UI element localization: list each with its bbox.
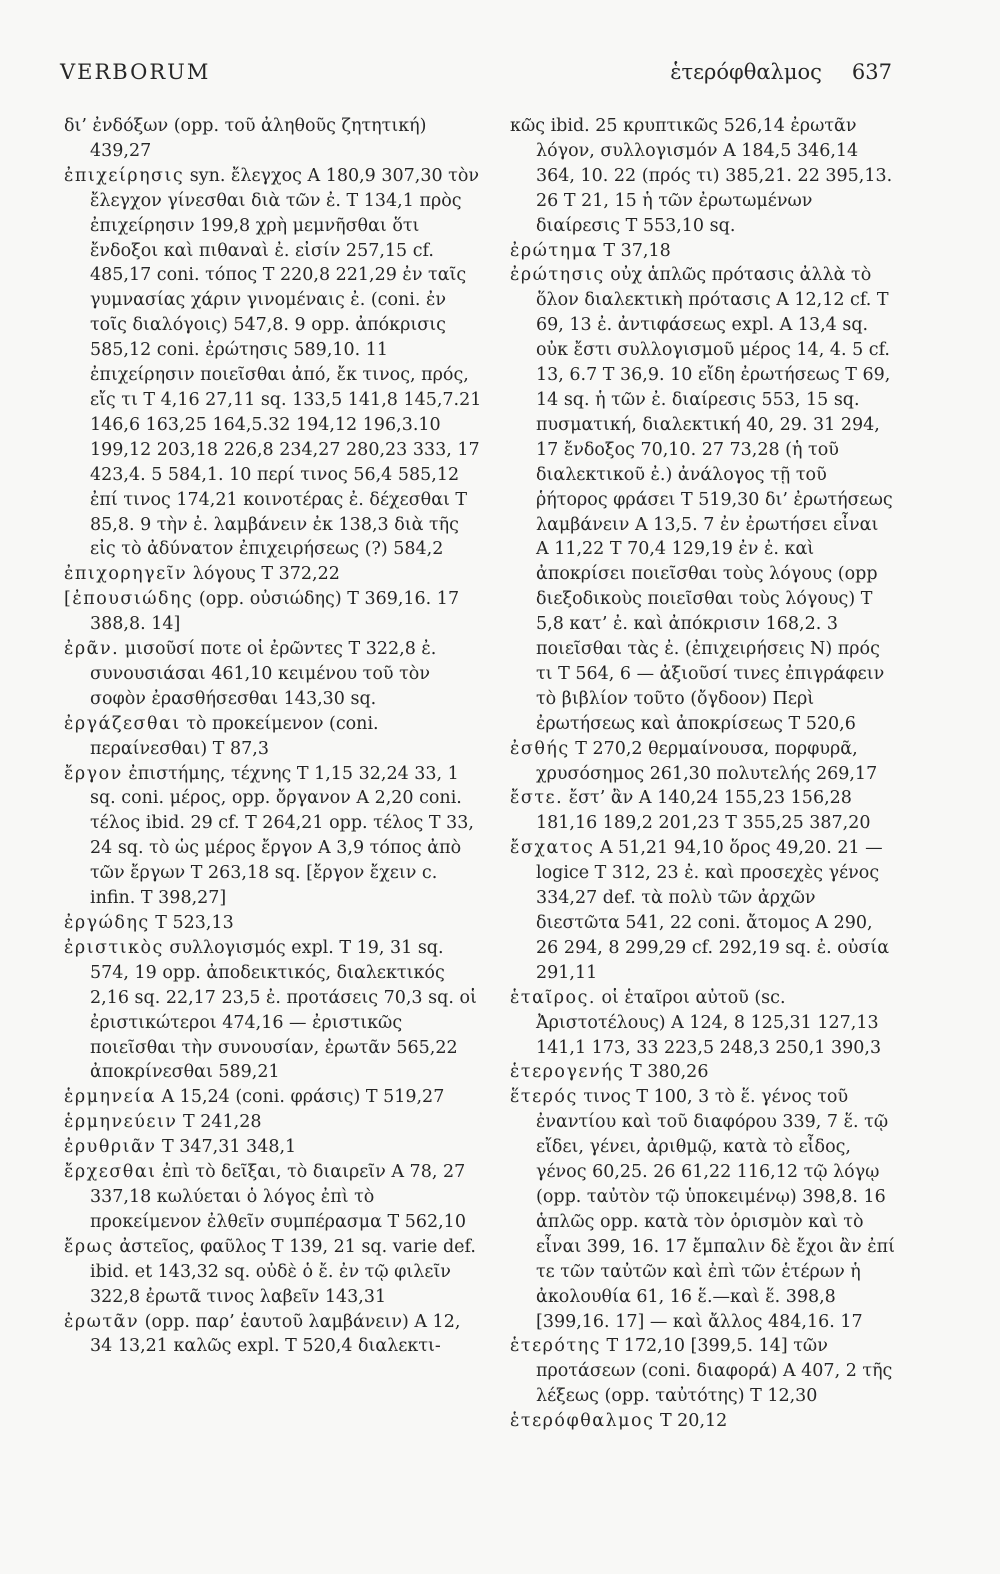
dictionary-entry [64, 1135, 484, 1160]
entry-lemma: [ἐπουσιώδης [64, 589, 194, 610]
entry-lemma: ἔρχεσθαι [64, 1162, 157, 1183]
dictionary-entry [510, 836, 896, 985]
entry-text: T 380,26 [624, 1062, 709, 1083]
entry-text: T 270,2 θερμαίνουσα, πορφυρᾶ, χρυσόσημος 261,30 πολυτελής 269,17 [536, 738, 878, 784]
entry-lemma: ἐρυθριᾶν [64, 1137, 157, 1158]
entry-text: T 37,18 [597, 240, 671, 261]
entry-text: μισοῦσί ποτε οἱ ἐρῶντες T 322,8 ἐ. συνουσιάσαι 461,10 κειμένου τοῦ τὸν σοφὸν ἐρασθήσεσθαι 143,30 sq. [90, 639, 437, 709]
entry-lemma: ἔστε. [510, 788, 564, 809]
dictionary-entry [64, 762, 484, 911]
entry-lemma: ἐριστικὸς [64, 937, 164, 958]
running-head [60, 56, 892, 96]
entry-lemma: ἔργον [64, 763, 123, 784]
right-column [510, 114, 896, 1434]
entry-text: T 241,28 [177, 1112, 262, 1133]
dictionary-entry [64, 1310, 484, 1360]
dictionary-entry [64, 562, 484, 587]
dictionary-entry [64, 712, 484, 762]
entry-text: συλλογισμός expl. T 19, 31 sq. 574, 19 opp. ἀποδεικτικός, διαλεκτικός 2,16 sq. 22,17 23,5 ἐ. προτάσεις 70,3 sq. οἱ ἐριστικώτεροι 474,16 — ἐριστικῶς ποιεῖσθαι τὴν συνουσίαν, ἐρωτᾶν 565,22 ἀποκρίνεσθαι 589,21 [90, 937, 477, 1083]
entry-text: ἐπὶ τὸ δεῖξαι, τὸ διαιρεῖν A 78, 27 337,18 κωλύεται ὁ λόγος ἐπὶ τὸ προκείμενον ἐλθεῖν συμπέρασμα T 562,10 [90, 1162, 466, 1232]
entry-lemma: ἐργάζεσθαι [64, 713, 181, 734]
entry-text: λόγους T 372,22 [187, 564, 340, 585]
entry-lemma: ἐπιχείρησις [64, 165, 185, 186]
dictionary-entry [64, 1110, 484, 1135]
left-column [64, 114, 484, 1359]
entry-lemma: ἑτερόφθαλμος [510, 1411, 655, 1432]
entry-lemma: ἐρώτημα [510, 240, 598, 261]
entry-lemma: ἐρώτησις [510, 265, 605, 286]
entry-lemma: ἔρως [64, 1236, 114, 1257]
entry-lemma: ἐρᾶν. [64, 639, 120, 660]
dictionary-entry [510, 1085, 896, 1334]
entry-lemma: ἑτερογενής [510, 1062, 625, 1083]
entry-text: (opp. παρ’ ἑαυτοῦ λαμβάνειν) A 12, 34 13,21 καλῶς expl. T 520,4 διαλεκτι- [90, 1311, 461, 1357]
dictionary-entry [64, 114, 484, 164]
entry-text: T 523,13 [149, 913, 234, 933]
entry-lemma: ἐσθής [510, 738, 570, 759]
entry-lemma: ἑρμηνεία [64, 1087, 156, 1108]
entry-text: κῶς ibid. 25 κρυπτικῶς 526,14 ἐρωτᾶν λόγον, συλλογισμόν A 184,5 346,14 364, 10. 22 (πρός τι) 385,21. 22 395,13. 26 T 21, 15 ἡ τῶν ἐρωτωμένων διαίρεσις T 553,10 sq. [510, 116, 893, 236]
entry-text: A 51,21 94,10 ὅρος 49,20. 21 — logice T 312, 23 ἐ. καὶ προσεχὲς γένος 334,27 def. τὰ πολὺ τῶν ἀρχῶν διεστῶτα 541, 22 coni. ἄτομος A 290, 26 294, 8 299,29 cf. 292,19 sq. ἐ. οὐσία 291,11 [536, 838, 890, 983]
dictionary-entry [510, 114, 896, 239]
entry-text: δι’ ἐνδόξων (opp. τοῦ ἀληθοῦς ζητητική) 439,27 [64, 116, 427, 161]
dictionary-entry [64, 164, 484, 563]
dictionary-entry [510, 1409, 896, 1434]
entry-text: A 15,24 (coni. φράσις) T 519,27 [155, 1087, 445, 1108]
dictionary-entry [64, 587, 484, 637]
entry-text: syn. ἔλεγχος A 180,9 307,30 τὸν ἔλεγχον γίνεσθαι διὰ τῶν ἐ. T 134,1 πρὸς ἐπιχείρησιν 199,8 χρὴ μεμνῆσθαι ὅτι ἔνδοξοι καὶ πιθαναὶ ἐ. εἰσίν 257,15 cf. 485,17 coni. τόπος T 220,8 221,29 ἐν ταῖς γυμνασίας χάριν γινομέναις ἐ. (coni. ἐν τοῖς διαλόγοις) 547,8. 9 opp. ἀπόκρισις 585,12 coni. ἐρώτησις 589,10. 11 ἐπιχείρησιν ποιεῖσθαι ἀπό, ἔκ τινος, πρός, εἴς τι T 4,16 27,11 sq. 133,5 141,8 145,7.21 146,6 163,25 164,5.32 194,12 196,3.10 199,12 203,18 226,8 234,27 280,23 333, 17 423,4. 5 584,1. 10 περί τινος 56,4 585,12 ἐπί τινος 174,21 κοινοτέρας ἐ. δέχεσθαι T 85,8. 9 τὴν ἐ. λαμβάνειν ἐκ 138,3 διὰ τῆς εἰς τὸ ἀδύνατον ἐπιχειρήσεως (?) 584,2 [90, 165, 482, 560]
dictionary-entry [64, 911, 484, 936]
dictionary-entry [510, 1060, 896, 1085]
dictionary-entry [510, 986, 896, 1061]
entry-text: τινος T 100, 3 τὸ ἕ. γένος τοῦ ἐναντίου καὶ τοῦ διαφόρου 339, 7 ἕ. τῷ εἴδει, γένει, ἀριθμῷ, κατὰ τὸ εἶδος, γένος 60,25. 26 61,22 116,12 τῷ λόγῳ (opp. ταὐτὸν τῷ ὑποκειμένῳ) 398,8. 16 ἁπλῶς opp. κατὰ τὸν ὁρισμὸν καὶ τὸ εἶναι 399, 16. 17 ἔμπαλιν δὲ ἔχοι ἂν ἐπί τε τῶν ταὐτῶν καὶ ἐπὶ τῶν ἑτέρων ἡ ἀκολουθία 61, 16 ἕ.—καὶ ἕ. 398,8 [399,16. 17] — καὶ ἄλλος 484,16. 17 [536, 1087, 896, 1332]
entry-text: T 20,12 [654, 1411, 728, 1432]
dictionary-entry [64, 1160, 484, 1235]
dictionary-entry [64, 936, 484, 1085]
running-head-right [670, 60, 892, 84]
entry-text: τὸ προκείμενον (coni. περαίνεσθαι) T 87,3 [90, 713, 379, 759]
running-head-word: ἑτερόφθαλμος [670, 60, 822, 84]
entry-text: οἱ ἑταῖροι αὐτοῦ (sc. Ἀριστοτέλους) A 124, 8 125,31 127,13 141,1 173, 33 223,5 248,3 250,1 390,3 [536, 987, 882, 1058]
entry-lemma: ἑρμηνεύειν [64, 1112, 178, 1133]
entry-lemma: ἕτερός [510, 1087, 578, 1108]
dictionary-entry [64, 1235, 484, 1310]
dictionary-entry [510, 263, 896, 736]
entry-text: (opp. οὐσιώδης) T 369,16. 17 388,8. 14] [90, 589, 460, 635]
entry-lemma: ἐργώδης [64, 913, 150, 933]
entry-lemma: ἑτερότης [510, 1336, 601, 1357]
dictionary-entry [510, 1334, 896, 1409]
entry-lemma: ἑταῖρος. [510, 987, 596, 1008]
entry-lemma: ἔσχατος [510, 838, 595, 859]
running-head-title: VERBORUM [60, 60, 211, 84]
entry-text: ἐπιστήμης, τέχνης T 1,15 32,24 33, 1 sq. coni. μέρος, opp. ὄργανον A 2,20 coni. τέλος ibid. 29 cf. T 264,21 opp. τέλος T 33, 24 sq. τὸ ὡς μέρος ἔργον A 3,9 τόπος ἀπὸ τῶν ἔργων T 263,18 sq. [ἔργον ἔχειν c. infin. T 398,27] [90, 763, 474, 909]
entry-lemma: ἐρωτᾶν [64, 1311, 140, 1332]
dictionary-entry [510, 737, 896, 787]
dictionary-entry [510, 786, 896, 836]
entry-text: T 347,31 348,1 [156, 1137, 297, 1158]
entry-text: T 172,10 [399,5. 14] τῶν προτάσεων (coni. διαφορά) A 407, 2 τῆς λέξεως (opp. ταὐτότης) T 12,30 [536, 1336, 893, 1407]
dictionary-entry [510, 239, 896, 264]
page-number: 637 [851, 60, 892, 84]
entry-text: οὐχ ἁπλῶς πρότασις ἀλλὰ τὸ ὅλον διαλεκτικὴ πρότασις A 12,12 cf. T 69, 13 ἐ. ἀντιφάσεως expl. A 13,4 sq. οὐκ ἔστι συλλογισμοῦ μέρος 14, 4. 5 cf. 13, 6.7 T 36,9. 10 εἴδη ἐρωτήσεως T 69, 14 sq. ἡ τῶν ἐ. διαίρεσις 553, 15 sq. πυσματική, διαλεκτική 40, 29. 31 294, 17 ἔνδοξος 70,10. 27 73,28 (ἡ τοῦ διαλεκτικοῦ ἐ.) ἀνάλογος τῇ τοῦ ῥήτορος φράσει T 519,30 δι’ ἐρωτήσεως λαμβάνειν A 13,5. 7 ἐν ἐρωτήσει εἶναι A 11,22 T 70,4 129,19 ἐν ἐ. καὶ ἀποκρίσει ποιεῖσθαι τοὺς λόγους (opp διεξοδικοὺς ποιεῖσθαι τοὺς λόγους) T 5,8 κατ’ ἐ. καὶ ἀπόκρισιν 168,2. 3 ποιεῖσθαι τὰς ἐ. (ἐπιχειρήσεις N) πρός τι T 564, 6 — ἀξιοῦσί τινες ἐπιγράφειν τὸ βιβλίον τοῦτο (ὄγδοον) Περὶ ἐρωτήσεως καὶ ἀποκρίσεως T 520,6 [536, 265, 893, 734]
dictionary-entry [64, 637, 484, 712]
entry-lemma: ἐπιχορηγεῖν [64, 564, 188, 585]
dictionary-entry [64, 1085, 484, 1110]
entry-text: ἀστεῖος, φαῦλος T 139, 21 sq. varie def. ibid. et 143,32 sq. οὐδὲ ὁ ἔ. ἐν τῷ φιλεῖν 322,8 ἐρωτᾶ τινος λαβεῖν 143,31 [90, 1236, 476, 1307]
entry-text: ἔστ’ ἂν A 140,24 155,23 156,28 181,16 189,2 201,23 T 355,25 387,20 [536, 788, 871, 834]
